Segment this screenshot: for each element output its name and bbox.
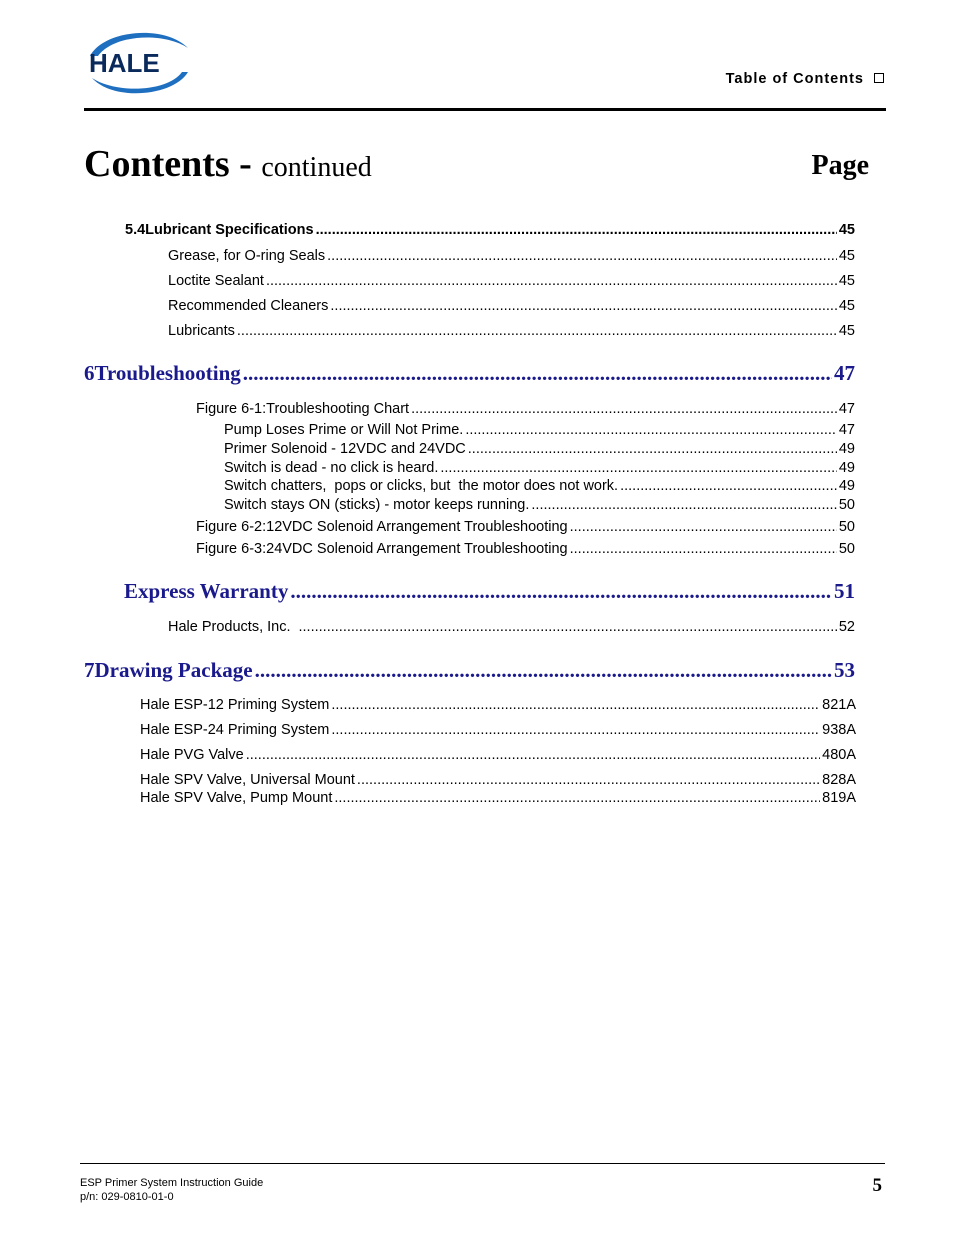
- toc-entry-switch-stays-on[interactable]: Switch stays ON (sticks) - motor keeps running. ..... 50: [224, 497, 855, 513]
- toc-chapter-6[interactable]: 6 Troubleshooting ..... 47: [84, 361, 855, 386]
- toc-entry-spv-universal[interactable]: Hale SPV Valve, Universal Mount ..... 828A: [140, 772, 856, 788]
- toc-entry-switch-chatters[interactable]: Switch chatters, pops or clicks, but the motor does not work. ..... 49: [224, 478, 855, 494]
- toc-entry-spv-pump-mount[interactable]: Hale SPV Valve, Pump Mount ..... 819A: [140, 790, 856, 806]
- header-divider: [84, 108, 886, 111]
- toc-entry-switch-dead[interactable]: Switch is dead - no click is heard. ..... 49: [224, 460, 855, 476]
- page-number: 5: [872, 1175, 882, 1196]
- toc-chapter-7[interactable]: 7 Drawing Package ..... 53: [84, 658, 855, 683]
- page-column-heading: Page: [811, 150, 869, 181]
- footer-part-number: p/n: 029-0810-01-0: [80, 1191, 174, 1203]
- toc-entry-primer-solenoid[interactable]: Primer Solenoid - 12VDC and 24VDC ..... 49: [224, 441, 855, 457]
- toc-entry-pump-loses-prime[interactable]: Pump Loses Prime or Will Not Prime. ..... 47: [224, 422, 855, 438]
- toc-entry-lubricants[interactable]: Lubricants ..... 45: [168, 323, 855, 339]
- toc-entry-esp-24[interactable]: Hale ESP-24 Priming System ..... 938A: [140, 722, 856, 738]
- page-title: Contents - continued: [84, 143, 372, 185]
- footer-divider: [80, 1163, 885, 1164]
- toc-entry-grease[interactable]: Grease, for O-ring Seals ..... 45: [168, 248, 855, 264]
- header-title: Table of Contents: [726, 71, 884, 87]
- toc-entry-hale-products[interactable]: Hale Products, Inc. ..... 52: [168, 619, 855, 635]
- checkbox-square-icon: [874, 73, 884, 83]
- toc-entry-figure-6-3[interactable]: Figure 6-3: 24VDC Solenoid Arrangement Troubleshooting ..... 50: [196, 541, 855, 557]
- toc-chapter-express-warranty[interactable]: Express Warranty ..... 51: [124, 579, 855, 604]
- hale-logo: [84, 26, 196, 100]
- footer-doc-info: [80, 1176, 263, 1204]
- footer-doc-title: ESP Primer System Instruction Guide: [80, 1177, 264, 1189]
- toc-entry-cleaners[interactable]: Recommended Cleaners ..... 45: [168, 298, 855, 314]
- toc-entry-5-4[interactable]: 5.4 Lubricant Specifications ..... 45: [125, 222, 855, 238]
- toc-entry-figure-6-1[interactable]: Figure 6-1: Troubleshooting Chart ..... 47: [196, 401, 855, 417]
- toc-entry-loctite[interactable]: Loctite Sealant ..... 45: [168, 273, 855, 289]
- toc-entry-esp-12[interactable]: Hale ESP-12 Priming System ..... 821A: [140, 697, 856, 713]
- logo-text: HALE: [89, 48, 160, 78]
- toc-entry-pvg-valve[interactable]: Hale PVG Valve ..... 480A: [140, 747, 856, 763]
- toc-entry-figure-6-2[interactable]: Figure 6-2: 12VDC Solenoid Arrangement Troubleshooting ..... 50: [196, 519, 855, 535]
